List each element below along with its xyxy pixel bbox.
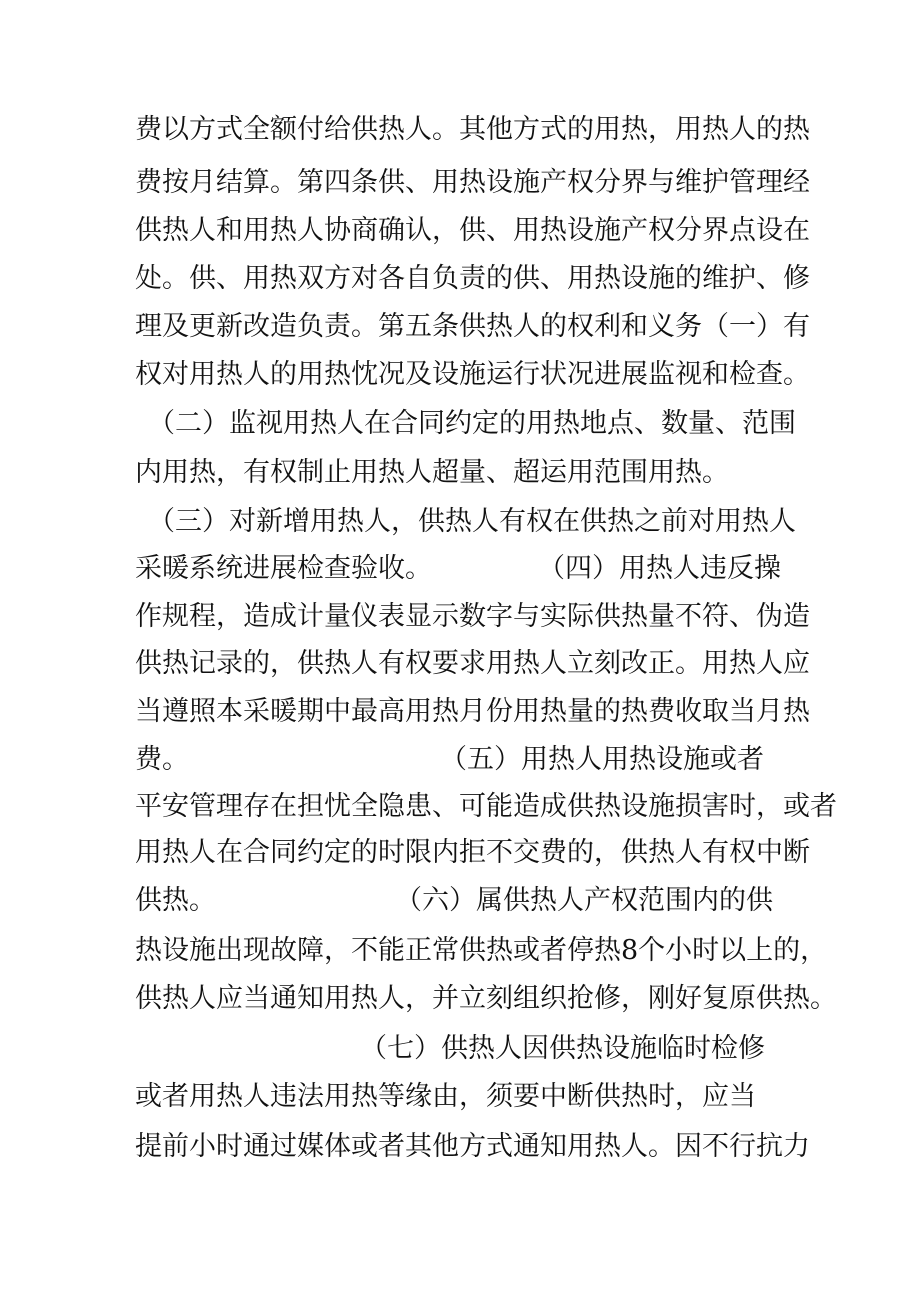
text-line-content: 内用热，有权制止用热人超量、超运用范围用热。 bbox=[135, 457, 729, 488]
text-line bbox=[0, 787, 920, 827]
text-line bbox=[0, 307, 920, 347]
text-line-content: 处。供、用热双方对各自负责的供、用热设施的维护、修 bbox=[135, 263, 810, 294]
text-line bbox=[0, 979, 920, 1019]
text-line bbox=[0, 1077, 920, 1117]
text-line-content: 作规程，造成计量仪表显示数字与实际供热量不符、伪造 bbox=[135, 601, 810, 632]
text-line-content: （六）属供热人产权范围内的供 bbox=[395, 885, 773, 916]
text-line-content: 费按月结算。第四条供、用热设施产权分界与维护管理经 bbox=[135, 167, 810, 198]
text-line bbox=[0, 644, 920, 684]
text-line-content: （七）供热人因供热设施临时检修 bbox=[360, 1033, 765, 1064]
text-line bbox=[0, 355, 920, 395]
text-line bbox=[0, 833, 920, 873]
text-line-content: 当遵照本采暖期中最高用热月份用热量的热费收取当月热 bbox=[135, 696, 810, 727]
text-line-content: （五）用热人用热设施或者 bbox=[440, 744, 764, 775]
text-line bbox=[0, 163, 920, 203]
text-line-content: 热设施出现故障，不能正常供热或者停热8个小时以上的， bbox=[135, 935, 828, 966]
text-line bbox=[0, 1029, 920, 1069]
text-line bbox=[0, 259, 920, 299]
text-line-content: （三）对新增用热人，供热人有权在供热之前对用热人 bbox=[148, 506, 796, 537]
text-line-content: 提前小时通过媒体或者其他方式通知用热人。因不行抗力 bbox=[135, 1131, 810, 1162]
text-line bbox=[0, 110, 920, 150]
text-line-content: 费。 bbox=[135, 744, 189, 775]
text-line bbox=[0, 597, 920, 637]
text-line bbox=[0, 211, 920, 251]
text-line-content: 用热人在合同约定的时限内拒不交费的，供热人有权中断 bbox=[135, 837, 810, 868]
text-line bbox=[0, 549, 920, 589]
text-line bbox=[0, 502, 920, 542]
text-line-content: 供热人和用热人协商确认，供、用热设施产权分界点设在 bbox=[135, 215, 810, 246]
text-line-content: 或者用热人违法用热等缘由，须要中断供热时，应当 bbox=[135, 1081, 756, 1112]
text-line bbox=[0, 1127, 920, 1167]
text-line-content: 费以方式全额付给供热人。其他方式的用热，用热人的热 bbox=[135, 114, 810, 145]
text-line bbox=[0, 740, 920, 780]
text-line-content: 采暖系统进展检查验收。 bbox=[135, 553, 432, 584]
text-line bbox=[0, 404, 920, 444]
text-line-content: 权对用热人的用热忱况及设施运行状况进展监视和检查。 bbox=[135, 359, 810, 390]
text-line-content: （四）用热人违反操 bbox=[538, 553, 781, 584]
text-line bbox=[0, 931, 920, 971]
text-line bbox=[0, 881, 920, 921]
text-line-content: 供热记录的，供热人有权要求用热人立刻改正。用热人应 bbox=[135, 648, 810, 679]
text-line-content: 理及更新改造负责。第五条供热人的权利和义务（一）有 bbox=[135, 311, 810, 342]
text-line-content: 供热人应当通知用热人，并立刻组织抢修，刚好复原供热。 bbox=[135, 983, 837, 1014]
text-line-content: 供热。 bbox=[135, 885, 216, 916]
text-line bbox=[0, 692, 920, 732]
text-line-content: （二）监视用热人在合同约定的用热地点、数量、范围 bbox=[148, 408, 796, 439]
text-line-content: 平安管理存在担忧全隐患、可能造成供热设施损害时，或者 bbox=[135, 791, 837, 822]
text-line bbox=[0, 453, 920, 493]
